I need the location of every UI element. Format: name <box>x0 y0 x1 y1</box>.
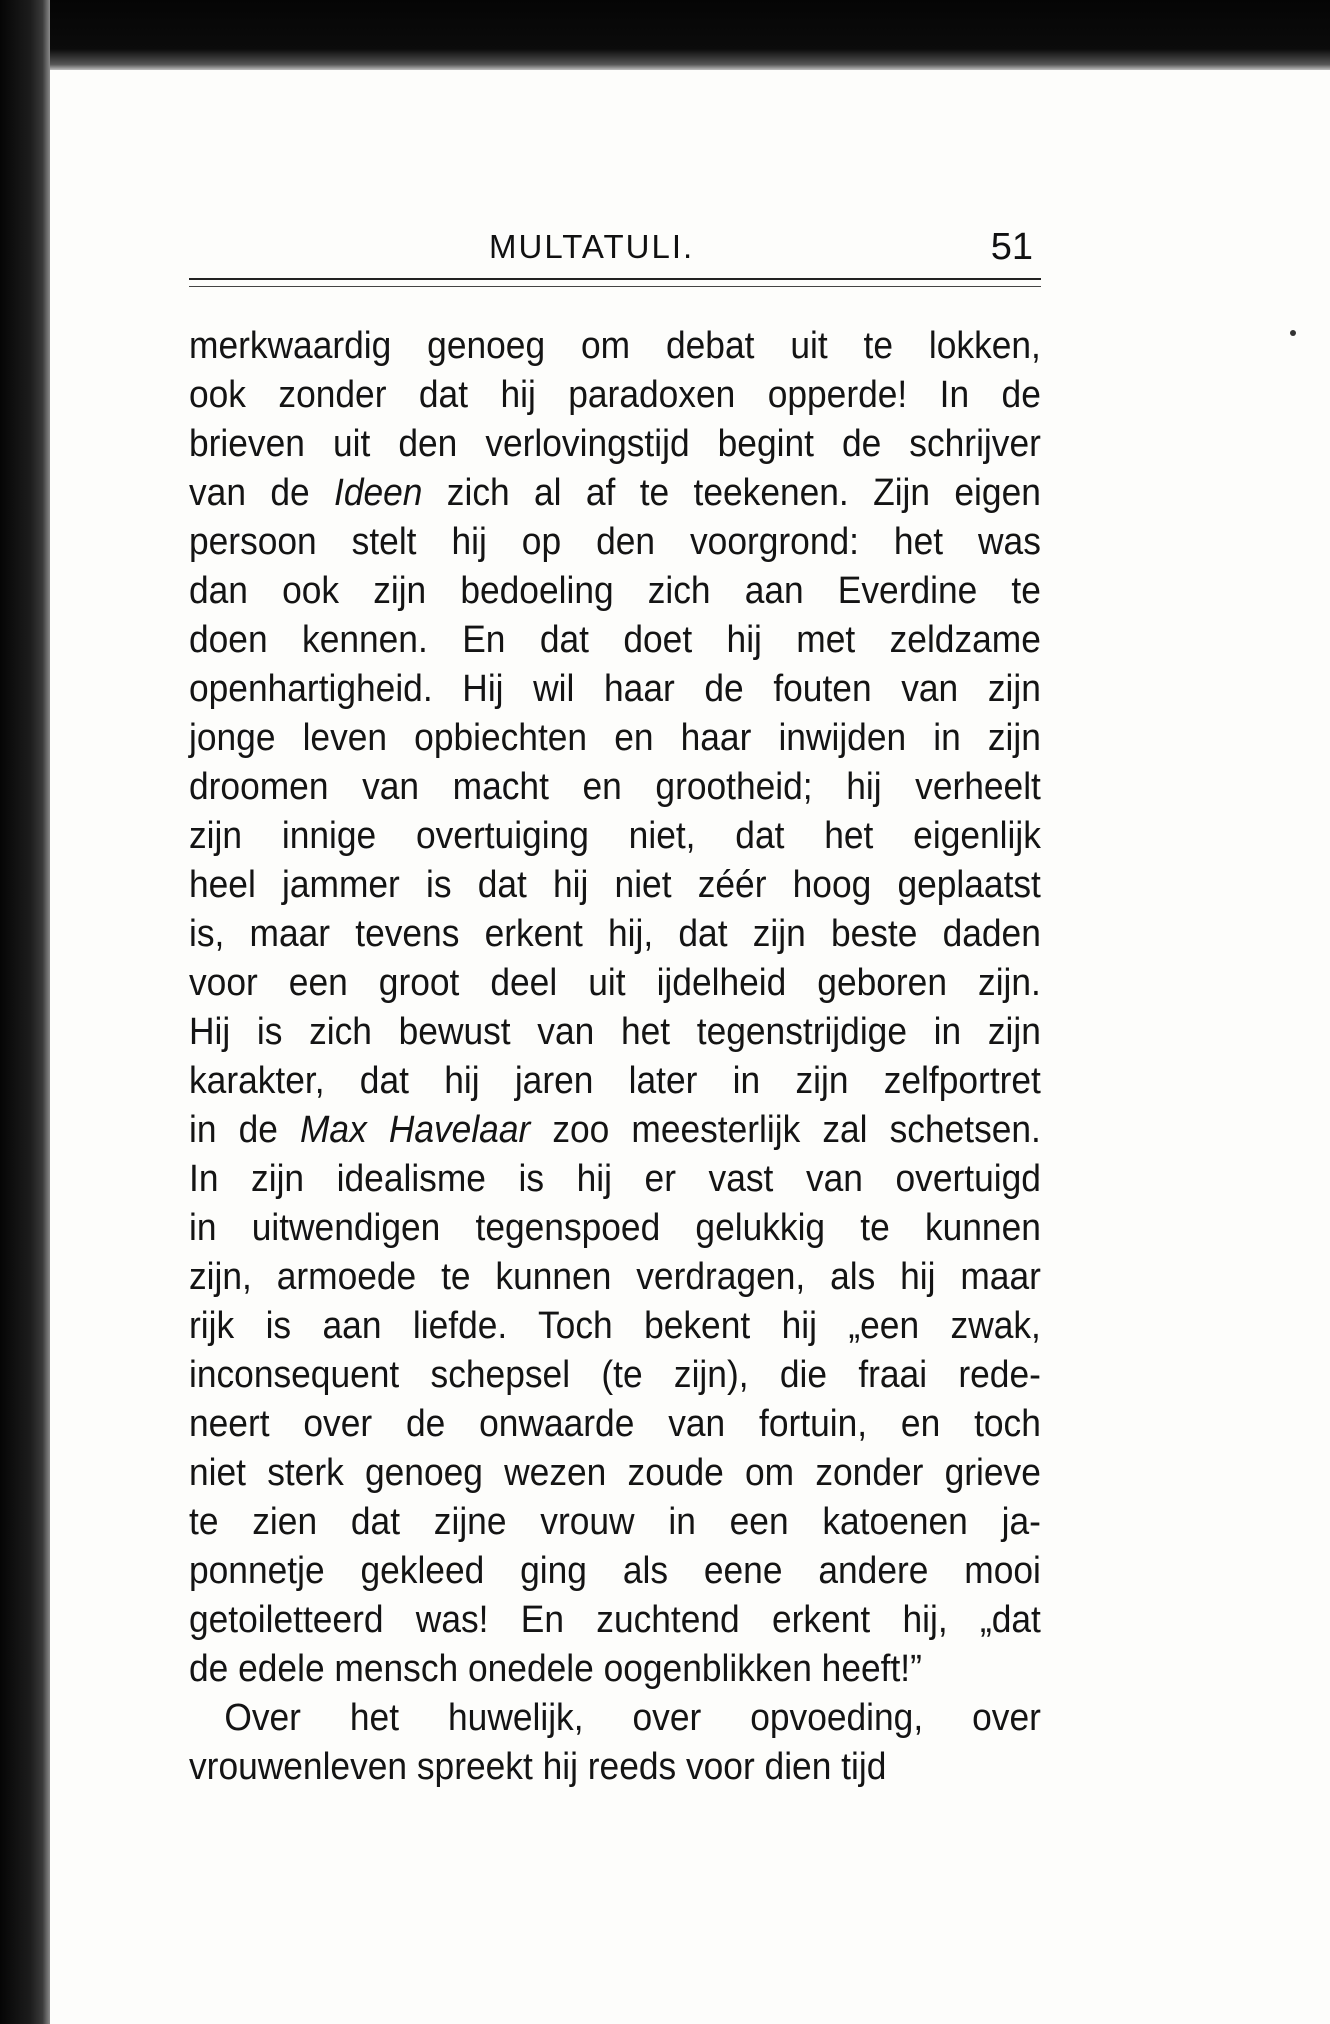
text-line: neert over de onwaarde van fortuin, en toch <box>189 1403 1041 1445</box>
text-line: ponnetje gekleed ging als eene andere mooi <box>189 1550 1041 1592</box>
italic-title: Max Havelaar <box>299 1109 531 1151</box>
text-line: ook zonder dat hij paradoxen opperde! In de <box>189 374 1041 416</box>
text-line: dan ook zijn bedoeling zich aan Everdine te <box>189 570 1041 612</box>
text-line: te zien dat zijne vrouw in een katoenen ja- <box>189 1501 1041 1543</box>
text-line: merkwaardig genoeg om debat uit te lokken, <box>189 325 1041 367</box>
text-line: getoiletteerd was! En zuchtend erkent hij, „dat <box>189 1599 1041 1641</box>
text-line: de edele mensch onedele oogenblikken heeft!” <box>189 1648 922 1690</box>
text-line: jonge leven opbiechten en haar inwijden in zijn <box>189 717 1041 759</box>
text-line: zijn, armoede te kunnen verdragen, als hij maar <box>189 1256 1041 1298</box>
text-line: is, maar tevens erkent hij, dat zijn beste daden <box>189 913 1041 955</box>
body-text <box>189 322 1041 1792</box>
text-line: openhartigheid. Hij wil haar de fouten van zijn <box>189 668 1041 710</box>
text-line: In zijn idealisme is hij er vast van overtuigd <box>189 1158 1041 1200</box>
text-line: inconsequent schepsel (te zijn), die fraai rede- <box>189 1354 1041 1396</box>
page-number: 51 <box>990 226 1033 268</box>
scan-left-border <box>0 0 50 2024</box>
text-line: karakter, dat hij jaren later in zijn zelfportret <box>189 1060 1041 1102</box>
text-line: Hij is zich bewust van het tegenstrijdige in zijn <box>189 1011 1041 1053</box>
italic-title: Ideen <box>334 472 423 514</box>
text-line: persoon stelt hij op den voorgrond: het was <box>189 521 1041 563</box>
page-header <box>189 222 1041 272</box>
text-line: niet sterk genoeg wezen zoude om zonder grieve <box>189 1452 1041 1494</box>
text-line: zijn innige overtuiging niet, dat het eigenlijk <box>189 815 1041 857</box>
text-line: voor een groot deel uit ijdelheid geboren zijn. <box>189 962 1041 1004</box>
text-line: heel jammer is dat hij niet zéér hoog geplaatst <box>189 864 1041 906</box>
running-head: MULTATULI. <box>489 228 695 265</box>
scan-top-border <box>0 0 1330 70</box>
text-line: van de Ideen zich al af te teekenen. Zijn eigen <box>189 472 1041 514</box>
text-line: doen kennen. En dat doet hij met zeldzame <box>189 619 1041 661</box>
text-line: brieven uit den verlovingstijd begint de schrijver <box>189 423 1041 465</box>
header-rule <box>189 278 1041 280</box>
text-line: droomen van macht en grootheid; hij verheelt <box>189 766 1041 808</box>
text-line: in de Max Havelaar zoo meesterlijk zal schetsen. <box>189 1109 1041 1151</box>
header-rule-thin <box>189 286 1041 287</box>
text-line: vrouwenleven spreekt hij reeds voor dien tijd <box>189 1746 887 1788</box>
text-line: in uitwendigen tegenspoed gelukkig te kunnen <box>189 1207 1041 1249</box>
text-line: rijk is aan liefde. Toch bekent hij „een zwak, <box>189 1305 1041 1347</box>
text-line: Over het huwelijk, over opvoeding, over <box>224 1697 1041 1739</box>
scan-speck <box>1290 330 1296 336</box>
